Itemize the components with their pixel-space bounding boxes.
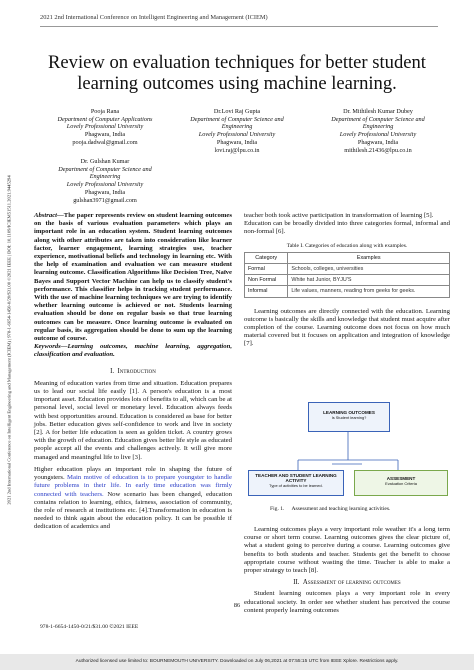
figure-caption (270, 506, 450, 512)
conference-header: 2021 2nd International Conference on Intelligent Engineering and Management (ICIEM) (40, 14, 268, 21)
author-name: Dr. Mithilesh Kumar Dubey (343, 108, 413, 115)
box-assessment (354, 470, 448, 496)
author-email[interactable]: pooja.dadwal@gmail.com (72, 138, 138, 146)
author-block-1 (46, 108, 164, 147)
author-email[interactable]: gulshan3971@gmail.com (73, 196, 137, 204)
table-header: Category (245, 252, 288, 263)
table-header: Examples (288, 252, 450, 263)
keywords-label: Keywords (34, 343, 61, 351)
author-block-2 (178, 108, 296, 154)
author-email[interactable]: mithilesh.21436@lpu.co.in (344, 146, 412, 154)
intro-p2-text-c: Now scenario has been changed, education contains relation to learning, ethics, fairness, association of community, the role of research at institutions etc. [4].Transformation in education is needed to think again about the education policy. It can be possible if dedication of academics and (34, 490, 232, 531)
section-title: Assessment of learning outcomes (302, 579, 401, 587)
author-dept: Department of Computer Applications (57, 115, 153, 123)
author-name: Dr. Gulshan Kumar (80, 158, 130, 165)
right-paragraph-4: Learning outcomes plays a very important role weather it's a long term course or short term course. Learning outcomes gives the clear picture of, what a student going to perceive during a course. Learning outcomes give benefits to both students and teacher. Students get the benefit to choose appropriate course without wasting the time. Teacher is able to make a proper strategy to teach [8]. (244, 526, 450, 575)
box-subtitle: Evaluation Criteria (385, 481, 417, 486)
author-dept-2: Engineering (89, 173, 121, 181)
author-univ: Lovely Professional University (198, 131, 276, 139)
paper-title (0, 52, 474, 94)
right-paragraph-2: Education can be broadly divided into three categories formal, informal and non-formal [6]. (244, 220, 450, 236)
left-column (34, 212, 232, 532)
section-numeral: I. (110, 367, 115, 375)
table-row (245, 286, 450, 297)
table-cell: White hat Junior, BYJU'S (288, 275, 450, 286)
author-city: Phagwara, India (84, 131, 126, 139)
education-categories-table (244, 252, 450, 298)
intro-p2-text-blue: Main motive of education is to prepare youngster to handle future problems in their life. In early time education was firmly connected with teachers. (34, 474, 232, 498)
table-cell: Life values, manners, reading from geeks for geeks. (288, 286, 450, 297)
abstract (34, 212, 232, 343)
author-name: Pooja Rana (90, 108, 120, 115)
box-title: ASSESMENT (386, 476, 416, 481)
author-city: Phagwara, India (84, 188, 126, 196)
title-line-2: learning outcomes using machine learning. (77, 73, 397, 94)
abstract-label: Abstract (34, 212, 58, 219)
author-univ: Lovely Professional University (66, 181, 144, 189)
header-rule (40, 26, 438, 27)
section-heading-assessment (244, 579, 450, 587)
box-teacher-student-activity (248, 470, 344, 496)
intro-paragraph-2 (34, 466, 232, 532)
right-paragraph-3: Learning outcomes are directly connected with the education. Learning outcome is basically the skills and knowledge that student must acquire after completion of the course. Learning outcome does not focus on how much material covered but it focuses on application and integration of knowledge [7]. (244, 307, 450, 348)
page-number: 86 (233, 602, 241, 609)
section-heading-introduction (34, 368, 232, 376)
table-row (245, 275, 450, 286)
right-column (244, 212, 450, 349)
table-header-row (245, 252, 450, 263)
title-line-1: Review on evaluation techniques for better student (48, 52, 426, 73)
author-dept: Department of Computer Science and (58, 165, 152, 173)
author-dept: Department of Computer Science and (190, 115, 284, 123)
figure-caption-text: Assessment and teaching learning activities. (291, 506, 391, 512)
author-univ: Lovely Professional University (66, 123, 144, 131)
author-city: Phagwara, India (357, 138, 399, 146)
author-block-3 (316, 108, 440, 154)
side-doi-strip (4, 100, 14, 580)
right-paragraph-5: Student learning outcomes plays a very important role in every educational society. In order see whether student has perceived the course content properly learning outcomes (244, 590, 450, 614)
side-doi-text: 2021 2nd International Conference on Intelligent Engineering and Management (ICIEM) | 978-1-6654-1450-0/20/$31.00 ©2021 IEEE | DOI: 10.1109/ICIEM51511.2021.9445294 (6, 175, 12, 505)
table-cell: Formal (245, 264, 288, 275)
author-univ: Lovely Professional University (339, 131, 417, 139)
section-title: Introduction (117, 367, 156, 375)
keywords-text: —Learning outcomes, machine learning, aggregation, classification and evaluation. (34, 343, 232, 359)
figure-number: Fig. 1. (270, 506, 285, 512)
box-learning-outcomes (308, 402, 390, 432)
author-dept-2: Engineering (362, 123, 394, 131)
table-caption: Table I. Categories of education along with examples. (286, 242, 408, 249)
intro-paragraph-1: Meaning of education varies from time and situation. Education prepares us to lead our social life easily [1]. A person's education is a most important asset. Education provides lots of benefits to all, which can be at personal level, social level or monetary level. Education always feeds with best opportunities around. Education is considered as base for better jobs. Better education gives self-confidence to work and live in society [2]. A for better life education is seen as golden ticket. A country grows with the growth of education. Education gives better life style as educated people accept all the events and challenges actively. It will give more managed and meaningful life to live [3]. (34, 379, 232, 461)
box-subtitle: Is Student learning? (331, 415, 367, 420)
author-block-4 (46, 158, 164, 204)
box-title: TEACHER AND STUDENT LEARNING ACTIVITY (255, 473, 337, 483)
table-row (245, 264, 450, 275)
author-name: Dr.Lovi Raj Gupta (213, 108, 261, 115)
author-email[interactable]: lovi.raj@lpu.co.in (214, 146, 260, 154)
isbn-footer: 978-1-6654-1450-0/21/$31.00 ©2021 IEEE (40, 624, 139, 630)
table-cell: Non Formal (245, 275, 288, 286)
abstract-text: —The paper represents review on student learning outcomes on the basis of various evaluation parameters which plays an important role in an education system. Student learning outcomes along with other attributes are taken into consideration like learner factor, learner engagement, learning strategies use, teacher experience, motivational beliefs and technology in learning etc. With the help of examination and evaluation we can measure student learning outcome. Classification Algorithms like Decision Tree, Naïve Bayes and Support Vector Machine can help us to classify student's performance. This classifier helps in tracking student performance. With the use of machine learning techniques we are trying to identify whether learning outcome is achieved or not. Students learning evaluation should be done on regular basis so that true learning outcomes can be measure. Once learning outcome is evaluated on regular basis, its aggregation should be done to sum up the learning outcome of course. (34, 212, 232, 343)
box-subtitle: Type of activities to be learned. (269, 483, 323, 488)
table-cell: Informal (245, 286, 288, 297)
section-numeral: II. (293, 579, 300, 587)
box-title: LEARNING OUTCOMES (323, 410, 375, 415)
author-dept: Department of Computer Science and (331, 115, 425, 123)
table-cell: Schools, colleges, universities (288, 264, 450, 275)
right-paragraph-1: teacher both took active participation in transformation of learning [5]. (244, 212, 434, 219)
author-city: Phagwara, India (216, 138, 258, 146)
author-dept-2: Engineering (221, 123, 253, 131)
keywords (34, 343, 232, 359)
intro-p2-text-a: Higher education plays an important role in shaping the future of youngsters. (34, 465, 232, 482)
figure-1 (246, 398, 450, 516)
authorization-text: Authorized licensed use limited to: BOURNEMOUTH UNIVERSITY. Downloaded on July 06,2021 at 07:55:15 UTC from IEEE Xplore. Restrictions apply. (75, 659, 399, 664)
